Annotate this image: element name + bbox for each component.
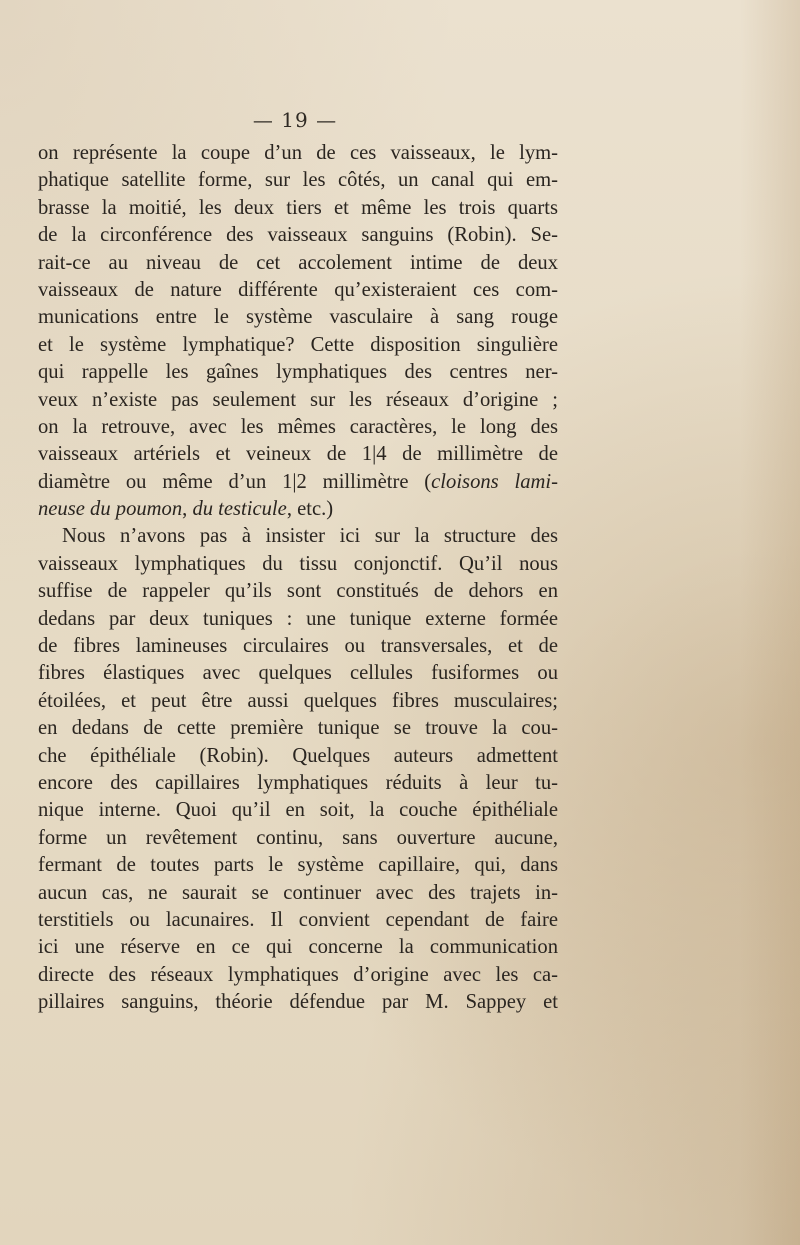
text-line: terstitiels ou lacunaires. Il convient cependant de faire: [38, 908, 558, 931]
text-line: en dedans de cette première tunique se trouve la cou-: [38, 717, 558, 740]
italic-term: cloisons lami-: [431, 470, 558, 493]
text-line: aucun cas, ne saurait se continuer avec des trajets in-: [38, 881, 558, 904]
text-line: munications entre le système vasculaire à sang rouge: [38, 306, 558, 329]
text-line-with-italic: [38, 496, 558, 523]
text-line: pillaires sanguins, théorie défendue par M. Sappey et: [38, 991, 558, 1014]
text-line: fibres élastiques avec quelques cellules fusiformes ou: [38, 662, 558, 685]
text-segment: , etc.): [286, 498, 334, 521]
text-line-with-italic: [38, 469, 558, 496]
text-segment: diamètre ou même d’un 1|2 millimètre (: [38, 470, 432, 493]
body-text: [38, 140, 558, 1017]
text-line: de fibres lamineuses circulaires ou transversales, et de: [38, 635, 558, 658]
text-line: de la circonférence des vaisseaux sanguins (Robin). Se-: [38, 224, 558, 247]
text-line: étoilées, et peut être aussi quelques fibres musculaires;: [38, 689, 558, 712]
text-line: ici une réserve en ce qui concerne la communication: [38, 936, 558, 959]
text-line: fermant de toutes parts le système capillaire, qui, dans: [38, 854, 558, 877]
text-line: rait-ce au niveau de cet accolement intime de deux: [38, 251, 558, 274]
text-line: forme un revêtement continu, sans ouverture aucune,: [38, 826, 558, 849]
italic-term: du testicule: [192, 498, 287, 521]
italic-term: neuse du poumon: [38, 498, 183, 521]
page-number: — 19 —: [252, 108, 338, 132]
text-line: nique interne. Quoi qu’il en soit, la couche épithéliale: [38, 799, 558, 822]
text-line: et le système lymphatique? Cette disposition singulière: [38, 333, 558, 356]
text-segment: ,: [182, 498, 193, 521]
text-line: dedans par deux tuniques : une tunique externe formée: [38, 607, 558, 630]
text-line: on la retrouve, avec les mêmes caractères, le long des: [38, 415, 558, 438]
page-edge-shading: [740, 0, 800, 1245]
text-line: directe des réseaux lymphatiques d’origine avec les ca-: [38, 963, 558, 986]
text-line: on représente la coupe d’un de ces vaisseaux, le lym-: [38, 142, 558, 164]
text-line: vaisseaux de nature différente qu’existeraient ces com-: [38, 278, 558, 301]
text-line: qui rappelle les gaînes lymphatiques des centres ner-: [38, 361, 558, 384]
text-line: encore des capillaires lymphatiques réduits à leur tu-: [38, 771, 558, 794]
text-line: Nous n’avons pas à insister ici sur la structure des: [62, 525, 558, 548]
text-line: phatique satellite forme, sur les côtés, un canal qui em-: [38, 169, 558, 192]
text-line: che épithéliale (Robin). Quelques auteurs admettent: [38, 744, 558, 767]
text-line: suffise de rappeler qu’ils sont constitués de dehors en: [38, 580, 558, 603]
text-line: vaisseaux artériels et veineux de 1|4 de millimètre de: [38, 443, 558, 466]
text-line: veux n’existe pas seulement sur les réseaux d’origine ;: [38, 388, 558, 411]
text-line: vaisseaux lymphatiques du tissu conjonctif. Qu’il nous: [38, 552, 558, 575]
text-line: brasse la moitié, les deux tiers et même les trois quarts: [38, 196, 558, 219]
